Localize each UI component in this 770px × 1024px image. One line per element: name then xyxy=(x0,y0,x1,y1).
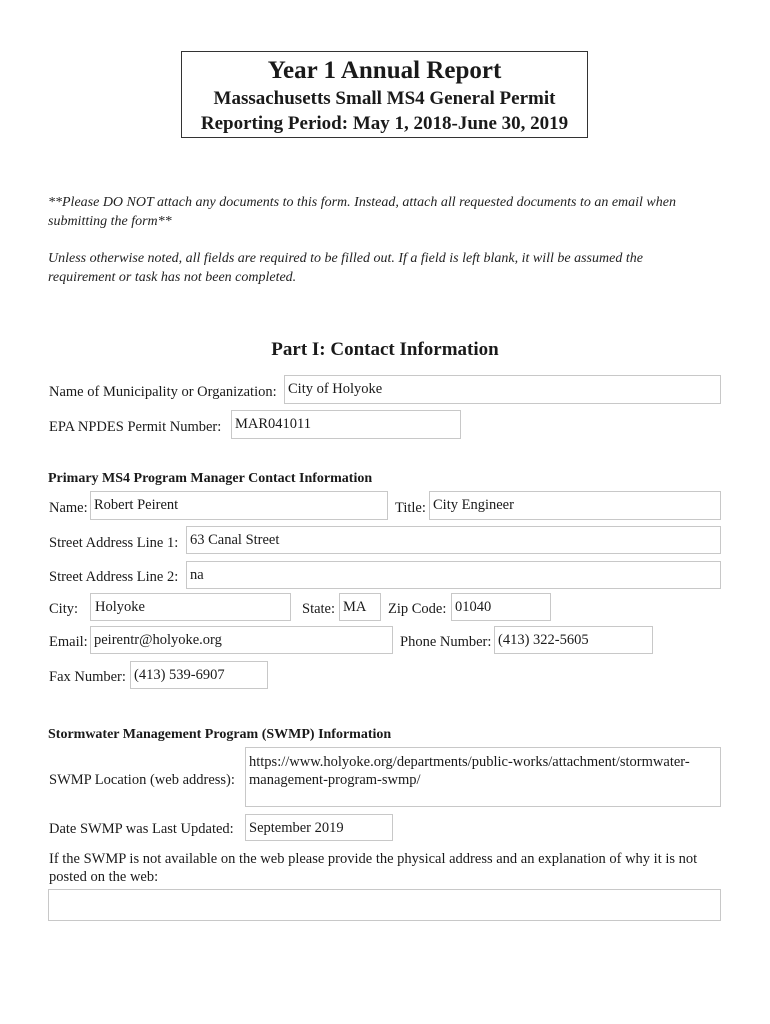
name-label: Name: xyxy=(49,500,88,516)
swmp-not-available-field[interactable] xyxy=(48,889,721,921)
title-label: Title: xyxy=(395,500,426,516)
swmp-section-title: Stormwater Management Program (SWMP) Information xyxy=(48,727,392,742)
state-label: State: xyxy=(302,601,336,617)
swmp-location-field[interactable]: https://www.holyoke.org/departments/public-works/attachment/stormwater-management-program-swmp/ xyxy=(245,747,721,807)
zip-label: Zip Code: xyxy=(388,601,447,617)
municipality-label: Name of Municipality or Organization: xyxy=(49,384,277,400)
city-label: City: xyxy=(49,601,79,617)
municipality-field[interactable]: City of Holyoke xyxy=(284,375,721,404)
phone-label: Phone Number: xyxy=(400,634,492,650)
swmp-not-available-label: If the SWMP is not available on the web please provide the physical address and an explanation of why it is not posted on the web: xyxy=(49,851,698,885)
fax-label: Fax Number: xyxy=(49,669,126,685)
permit-name: Massachusetts Small MS4 General Permit xyxy=(213,88,556,109)
street1-label: Street Address Line 1: xyxy=(49,535,179,551)
zip-field[interactable]: 01040 xyxy=(451,593,551,621)
attach-note: **Please DO NOT attach any documents to this form. Instead, attach all requested documents to an email when submitting the form** xyxy=(48,195,676,229)
permit-number-field[interactable]: MAR041011 xyxy=(231,410,461,439)
street2-label: Street Address Line 2: xyxy=(49,569,179,585)
reporting-period: Reporting Period: May 1, 2018-June 30, 2019 xyxy=(200,113,569,134)
swmp-location-label: SWMP Location (web address): xyxy=(49,772,235,788)
state-field[interactable]: MA xyxy=(339,593,381,621)
email-field[interactable]: peirentr@holyoke.org xyxy=(90,626,393,654)
phone-field[interactable]: (413) 322-5605 xyxy=(494,626,653,654)
report-title: Year 1 Annual Report xyxy=(267,57,502,84)
city-field[interactable]: Holyoke xyxy=(90,593,291,621)
street2-field[interactable]: na xyxy=(186,561,721,589)
part-1-title: Part I: Contact Information xyxy=(271,339,499,360)
permit-number-label: EPA NPDES Permit Number: xyxy=(49,419,222,435)
contact-section-title: Primary MS4 Program Manager Contact Information xyxy=(48,471,373,486)
swmp-updated-label: Date SWMP was Last Updated: xyxy=(49,821,234,837)
street1-field[interactable]: 63 Canal Street xyxy=(186,526,721,554)
required-note: Unless otherwise noted, all fields are required to be filled out. If a field is left blank, it will be assumed the requirement or task has not been completed. xyxy=(48,251,643,285)
fax-field[interactable]: (413) 539-6907 xyxy=(130,661,268,689)
swmp-updated-field[interactable]: September 2019 xyxy=(245,814,393,841)
title-field[interactable]: City Engineer xyxy=(429,491,721,520)
name-field[interactable]: Robert Peirent xyxy=(90,491,388,520)
email-label: Email: xyxy=(49,634,88,650)
report-header xyxy=(181,51,588,138)
